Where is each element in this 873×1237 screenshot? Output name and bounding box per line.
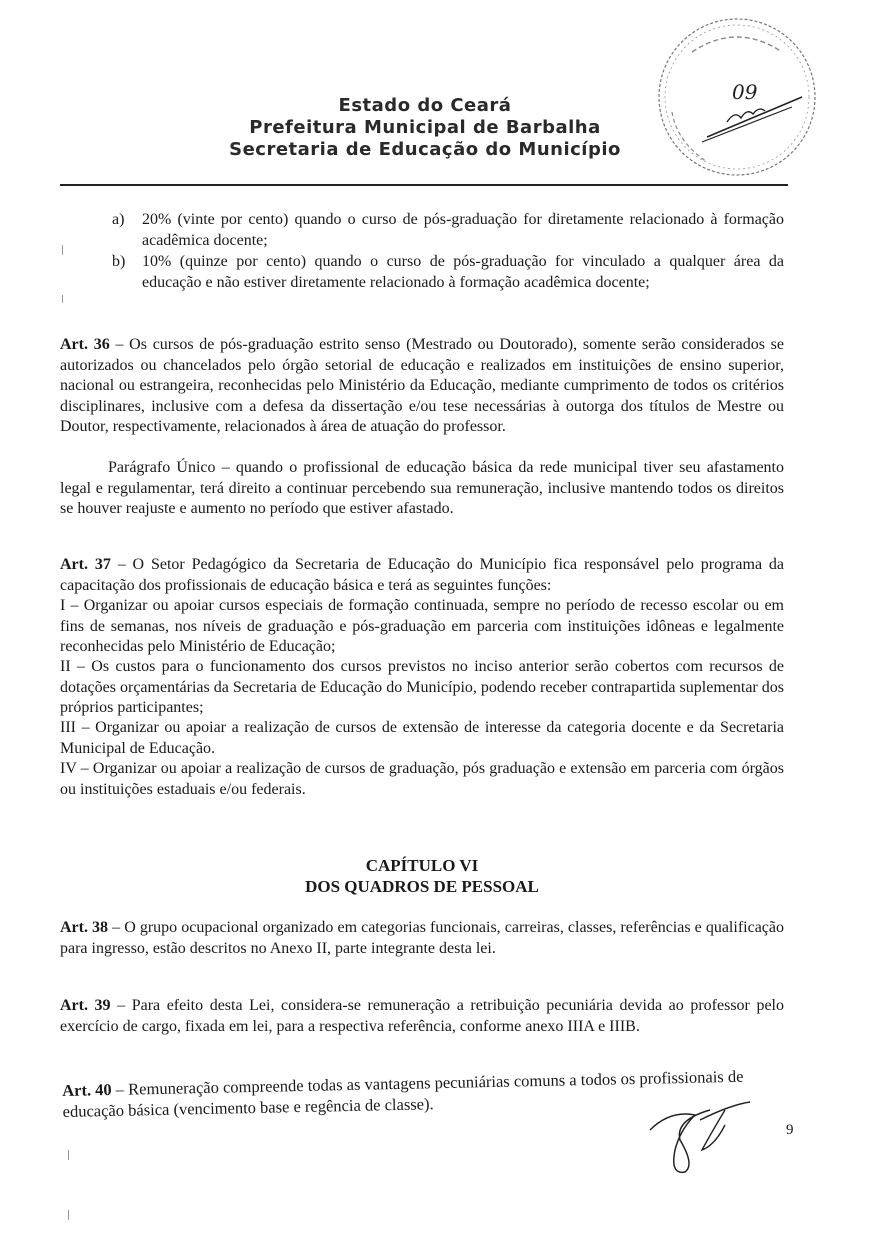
scan-artifact [62,295,63,303]
inciso-iv: IV – Organizar ou apoiar a realização de cursos de graduação, pós graduação e extensão em parceria com órgãos ou instituições estaduais e/ou federais. [60,760,784,798]
article-text: – Os cursos de pós-graduação estrito senso (Mestrado ou Doutorado), somente serão considerados se autorizados ou chancelados pelo órgão setorial de educação e realizados em instituições de ensino superior, nacional ou estrangeira, reconhecidas pelo Ministério da Educação, mediante cumprimento de todos os critérios disciplinares, inclusive com a defesa da dissertação e/ou tese necessárias à outorga dos títulos de Mestre ou Doutor, respectivamente, relacionados à área de atuação do professor. [60,336,784,435]
article-text: – O grupo ocupacional organizado em categorias funcionais, carreiras, classes, referências e qualificação para ingresso, estão descritos no Anexo II, parte integrante desta lei. [60,919,784,957]
scan-artifact [62,245,63,255]
inciso-iii: III – Organizar ou apoiar a realização de cursos de extensão de interesse da categoria docente e da Secretaria Municipal de Educação. [60,719,784,757]
list-marker: a) [112,211,125,228]
list-marker: b) [112,253,126,270]
scan-artifact [68,1150,69,1160]
chapter-title: DOS QUADROS DE PESSOAL [305,877,539,896]
article-text: – O Setor Pedagógico da Secretaria de Educação do Município fica responsável pelo programa da capacitação dos profissionais de educação básica e terá as seguintes funções: [60,556,785,594]
header-divider [60,184,788,186]
article-text: – Remuneração compreende todas as vantagens pecuniárias comuns a todos os profissionais de educação básica (vencimento base e regência de classe). [62,1066,744,1121]
chapter-number: CAPÍTULO VI [365,856,479,875]
inciso-ii: II – Os custos para o funcionamento dos cursos previstos no inciso anterior serão cobertos com recursos de dotações orçamentárias da Secretaria de Educação do Município, podendo receber contrapartida suplementar dos próprios participantes; [60,658,784,716]
article-label: Art. 39 [60,997,111,1014]
list-text: 10% (quinze por cento) quando o curso de pós-graduação for vinculado a qualquer área da educação e não estiver diretamente relacionado à formação acadêmica docente; [142,253,784,291]
letterhead-state: Estado do Ceará [338,95,512,116]
page-number: 9 [786,1122,794,1138]
seal-page-stamp: 09 [732,80,758,104]
list-item [112,252,784,293]
article-37 [60,555,784,596]
list-item [112,210,784,251]
letterhead-prefecture: Prefeitura Municipal de Barbalha [249,117,601,138]
scan-artifact [68,1210,69,1220]
article-label: Art. 38 [60,919,109,936]
inciso-i: I – Organizar ou apoiar cursos especiais de formação continuada, sempre no período de recesso escolar ou em fins de semanas, nos níveis de graduação e pós-graduação em parceria com instituições idôneas e legalmente reconhecidas pelo Ministério de Educação; [60,597,784,655]
article-36-paragraph: Parágrafo Único – quando o profissional de educação básica da rede municipal tiver seu afastamento legal e regulamentar, terá direito a continuar percebendo sua remuneração, inclusive mantendo todos os direitos se houver reajuste e aumento no período que estiver afastado. [60,459,784,517]
article-label: Art. 40 [62,1079,112,1100]
signature-icon [640,1090,760,1180]
article-38 [60,918,784,959]
article-36 [60,335,784,438]
article-text: – Para efeito desta Lei, considera-se remuneração a retribuição pecuniária devida ao professor pelo exercício de cargo, fixada em lei, para a respectiva referência, conforme anexo IIIA e IIIB. [60,997,785,1035]
article-label: Art. 36 [60,336,110,353]
list-text: 20% (vinte por cento) quando o curso de pós-graduação for diretamente relacionado à formação acadêmica docente; [142,211,784,249]
article-label: Art. 37 [60,556,111,573]
letterhead-secretariat: Secretaria de Educação do Município [229,139,621,160]
article-39 [60,996,784,1037]
